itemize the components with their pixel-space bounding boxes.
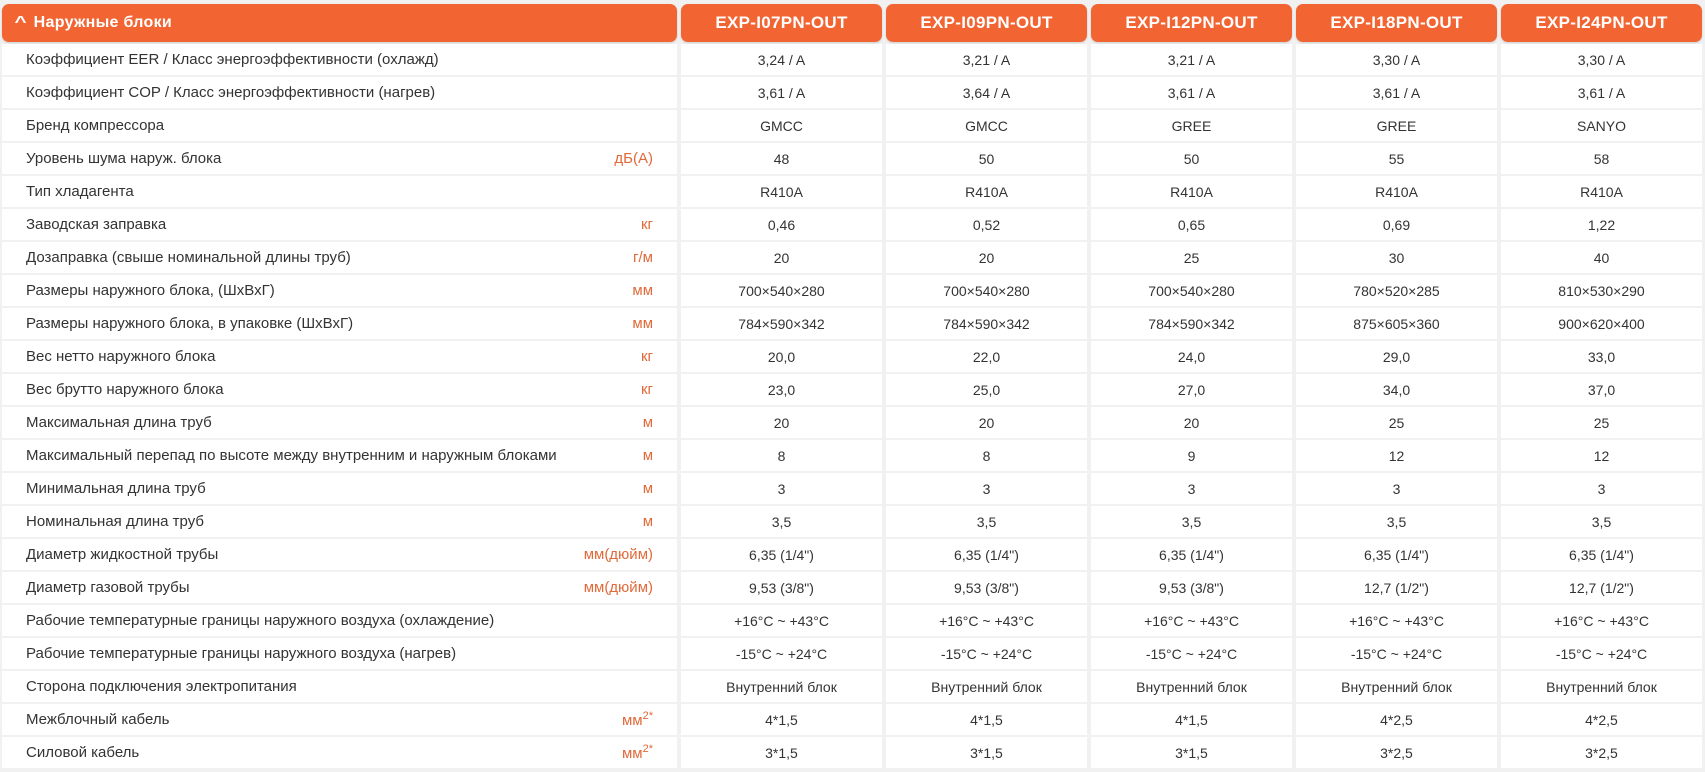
spec-value-cell: Внутренний блок: [1296, 671, 1497, 702]
spec-value-cell: 33,0: [1501, 341, 1702, 372]
spec-label: Коэффициент COP / Класс энергоэффективности (нагрев): [26, 84, 436, 101]
spec-value-cell: R410A: [1296, 176, 1497, 207]
spec-value-cell: 3,5: [1501, 506, 1702, 537]
spec-label-cell: [2, 605, 677, 636]
spec-value-cell: Внутренний блок: [1091, 671, 1292, 702]
spec-value-cell: R410A: [886, 176, 1087, 207]
spec-unit-text: м: [642, 513, 653, 530]
spec-value-cell: 900×620×400: [1501, 308, 1702, 339]
section-toggle-header[interactable]: [2, 4, 677, 42]
spec-label: Тип хладагента: [26, 183, 134, 200]
spec-value-cell: 4*2,5: [1501, 704, 1702, 735]
spec-label: Номинальная длина труб: [26, 513, 204, 530]
spec-label-cell: [2, 209, 677, 240]
spec-value-cell: 3*1,5: [886, 737, 1087, 768]
spec-label: Диаметр газовой трубы: [26, 579, 190, 596]
spec-label-cell: [2, 341, 677, 372]
spec-value-cell: 12,7 (1/2"): [1296, 572, 1497, 603]
spec-label: Максимальная длина труб: [26, 414, 212, 431]
spec-value-cell: GMCC: [886, 110, 1087, 141]
spec-label: Размеры наружного блока, (ШхВхГ): [26, 282, 275, 299]
spec-value-cell: 3,5: [886, 506, 1087, 537]
spec-unit-text: кг: [640, 381, 653, 398]
spec-unit-text: мм(дюйм): [583, 546, 653, 563]
spec-unit-text: м: [642, 414, 653, 431]
spec-value-cell: 3,21 / A: [1091, 44, 1292, 75]
spec-value-cell: 3: [1091, 473, 1292, 504]
spec-value-cell: 3*2,5: [1296, 737, 1497, 768]
spec-value-cell: 20: [886, 407, 1087, 438]
spec-label-cell: [2, 242, 677, 273]
spec-value-cell: 9: [1091, 440, 1292, 471]
spec-unit-text: мм: [621, 745, 643, 762]
spec-value-cell: 40: [1501, 242, 1702, 273]
spec-value-cell: 3,30 / A: [1501, 44, 1702, 75]
spec-value-cell: R410A: [681, 176, 882, 207]
spec-label-cell: [2, 275, 677, 306]
spec-label-cell: [2, 440, 677, 471]
spec-unit-text: г/м: [633, 249, 653, 266]
spec-value-cell: 3,30 / A: [1296, 44, 1497, 75]
spec-unit-superscript: 2*: [642, 710, 653, 722]
spec-label-cell: [2, 737, 677, 768]
model-header: EXP-I24PN-OUT: [1501, 4, 1702, 42]
spec-value-cell: 6,35 (1/4"): [1091, 539, 1292, 570]
spec-value-cell: 3*1,5: [1091, 737, 1292, 768]
spec-value-cell: 58: [1501, 143, 1702, 174]
spec-value-cell: 25: [1296, 407, 1497, 438]
spec-value-cell: Внутренний блок: [1501, 671, 1702, 702]
spec-value-cell: 3: [886, 473, 1087, 504]
spec-label: Рабочие температурные границы наружного воздуха (охлаждение): [26, 612, 495, 629]
spec-value-cell: GREE: [1296, 110, 1497, 141]
spec-value-cell: 700×540×280: [1091, 275, 1292, 306]
spec-value-cell: 3,64 / A: [886, 77, 1087, 108]
spec-unit: [614, 150, 653, 167]
spec-label-cell: [2, 638, 677, 669]
spec-value-cell: -15°C ~ +24°C: [681, 638, 882, 669]
spec-label-cell: [2, 506, 677, 537]
spec-unit-text: мм: [621, 712, 643, 729]
spec-label: Вес брутто наружного блока: [26, 381, 224, 398]
spec-value-cell: 3,61 / A: [1501, 77, 1702, 108]
spec-label: Вес нетто наружного блока: [26, 348, 216, 365]
spec-value-cell: 6,35 (1/4"): [886, 539, 1087, 570]
spec-label: Силовой кабель: [26, 744, 140, 761]
spec-unit: [633, 249, 653, 266]
spec-value-cell: 0,69: [1296, 209, 1497, 240]
spec-unit-text: м: [642, 447, 653, 464]
spec-value-cell: 50: [1091, 143, 1292, 174]
spec-unit-superscript: 2*: [642, 743, 653, 755]
section-title: Наружные блоки: [33, 14, 173, 31]
spec-value-cell: -15°C ~ +24°C: [886, 638, 1087, 669]
spec-value-cell: 3: [1501, 473, 1702, 504]
spec-value-cell: 20,0: [681, 341, 882, 372]
spec-label-cell: [2, 704, 677, 735]
spec-label-cell: [2, 572, 677, 603]
spec-value-cell: 25: [1501, 407, 1702, 438]
spec-label: Бренд компрессора: [26, 117, 165, 134]
spec-value-cell: SANYO: [1501, 110, 1702, 141]
spec-label-cell: [2, 407, 677, 438]
spec-value-cell: 25,0: [886, 374, 1087, 405]
spec-value-cell: 6,35 (1/4"): [681, 539, 882, 570]
spec-value-cell: 34,0: [1296, 374, 1497, 405]
spec-value-cell: 4*1,5: [886, 704, 1087, 735]
spec-unit: [632, 315, 653, 332]
spec-unit: [643, 513, 653, 530]
spec-unit-text: кг: [640, 216, 653, 233]
spec-unit: [643, 414, 653, 431]
spec-unit-text: кг: [640, 348, 653, 365]
spec-unit: [643, 447, 653, 464]
spec-label-cell: [2, 473, 677, 504]
spec-unit: [622, 743, 653, 762]
spec-value-cell: 4*2,5: [1296, 704, 1497, 735]
spec-value-cell: 784×590×342: [681, 308, 882, 339]
spec-value-cell: 24,0: [1091, 341, 1292, 372]
spec-value-cell: 20: [1091, 407, 1292, 438]
spec-value-cell: +16°C ~ +43°C: [886, 605, 1087, 636]
spec-value-cell: 4*1,5: [681, 704, 882, 735]
spec-value-cell: +16°C ~ +43°C: [1296, 605, 1497, 636]
spec-value-cell: 3,5: [1296, 506, 1497, 537]
spec-value-cell: 50: [886, 143, 1087, 174]
spec-value-cell: 1,22: [1501, 209, 1702, 240]
spec-value-cell: 3*1,5: [681, 737, 882, 768]
spec-unit: [641, 216, 653, 233]
spec-value-cell: 12: [1501, 440, 1702, 471]
spec-value-cell: GREE: [1091, 110, 1292, 141]
spec-unit: [632, 282, 653, 299]
spec-value-cell: 9,53 (3/8"): [1091, 572, 1292, 603]
spec-value-cell: 8: [886, 440, 1087, 471]
spec-value-cell: 3: [681, 473, 882, 504]
spec-label: Сторона подключения электропитания: [26, 678, 297, 695]
spec-value-cell: 3,61 / A: [1091, 77, 1292, 108]
spec-value-cell: 25: [1091, 242, 1292, 273]
spec-value-cell: 37,0: [1501, 374, 1702, 405]
spec-unit: [641, 381, 653, 398]
spec-value-cell: 23,0: [681, 374, 882, 405]
spec-value-cell: 4*1,5: [1091, 704, 1292, 735]
spec-value-cell: 22,0: [886, 341, 1087, 372]
spec-value-cell: 20: [681, 242, 882, 273]
spec-value-cell: 784×590×342: [886, 308, 1087, 339]
spec-label-cell: [2, 44, 677, 75]
spec-unit: [622, 710, 653, 729]
spec-label-cell: [2, 143, 677, 174]
spec-label-cell: [2, 374, 677, 405]
spec-value-cell: 3: [1296, 473, 1497, 504]
spec-value-cell: +16°C ~ +43°C: [1501, 605, 1702, 636]
spec-unit: [584, 546, 653, 563]
spec-label: Коэффициент EER / Класс энергоэффективности (охлажд): [26, 51, 439, 68]
spec-value-cell: +16°C ~ +43°C: [681, 605, 882, 636]
spec-label: Размеры наружного блока, в упаковке (ШхВхГ): [26, 315, 354, 332]
spec-label: Диаметр жидкостной трубы: [26, 546, 219, 563]
spec-value-cell: 30: [1296, 242, 1497, 273]
spec-value-cell: 810×530×290: [1501, 275, 1702, 306]
spec-value-cell: 9,53 (3/8"): [681, 572, 882, 603]
spec-label-cell: [2, 671, 677, 702]
spec-value-cell: 0,52: [886, 209, 1087, 240]
spec-value-cell: -15°C ~ +24°C: [1501, 638, 1702, 669]
spec-value-cell: 3,61 / A: [681, 77, 882, 108]
spec-value-cell: 48: [681, 143, 882, 174]
spec-unit-text: мм: [632, 315, 653, 332]
spec-unit-text: мм: [632, 282, 653, 299]
model-header: EXP-I12PN-OUT: [1091, 4, 1292, 42]
spec-label: Межблочный кабель: [26, 711, 170, 728]
spec-value-cell: 29,0: [1296, 341, 1497, 372]
spec-label-cell: [2, 77, 677, 108]
spec-value-cell: 780×520×285: [1296, 275, 1497, 306]
spec-value-cell: 3,5: [681, 506, 882, 537]
spec-value-cell: Внутренний блок: [886, 671, 1087, 702]
model-header: EXP-I09PN-OUT: [886, 4, 1087, 42]
spec-unit-text: дБ(А): [614, 150, 653, 167]
spec-unit-text: м: [642, 480, 653, 497]
spec-value-cell: 6,35 (1/4"): [1501, 539, 1702, 570]
spec-unit: [643, 480, 653, 497]
spec-label: Максимальный перепад по высоте между внутренним и наружным блоками: [26, 447, 557, 464]
specs-table: [2, 4, 1702, 768]
spec-label-cell: [2, 110, 677, 141]
spec-value-cell: 700×540×280: [886, 275, 1087, 306]
spec-value-cell: 0,46: [681, 209, 882, 240]
spec-value-cell: 12,7 (1/2"): [1501, 572, 1702, 603]
spec-value-cell: 3,5: [1091, 506, 1292, 537]
spec-label: Уровень шума наруж. блока: [26, 150, 222, 167]
spec-value-cell: Внутренний блок: [681, 671, 882, 702]
spec-label: Дозаправка (свыше номинальной длины труб): [26, 249, 351, 266]
spec-value-cell: -15°C ~ +24°C: [1091, 638, 1292, 669]
spec-value-cell: 6,35 (1/4"): [1296, 539, 1497, 570]
model-header: EXP-I07PN-OUT: [681, 4, 882, 42]
spec-value-cell: +16°C ~ +43°C: [1091, 605, 1292, 636]
spec-label-cell: [2, 539, 677, 570]
spec-value-cell: 700×540×280: [681, 275, 882, 306]
spec-value-cell: 55: [1296, 143, 1497, 174]
spec-label: Заводская заправка: [26, 216, 167, 233]
spec-value-cell: R410A: [1501, 176, 1702, 207]
model-header: EXP-I18PN-OUT: [1296, 4, 1497, 42]
spec-value-cell: R410A: [1091, 176, 1292, 207]
spec-label: Минимальная длина труб: [26, 480, 206, 497]
spec-unit: [584, 579, 653, 596]
spec-label-cell: [2, 176, 677, 207]
chevron-up-icon: ^: [14, 14, 28, 31]
spec-value-cell: 875×605×360: [1296, 308, 1497, 339]
spec-value-cell: 3*2,5: [1501, 737, 1702, 768]
spec-value-cell: 20: [886, 242, 1087, 273]
spec-value-cell: 9,53 (3/8"): [886, 572, 1087, 603]
spec-value-cell: 3,61 / A: [1296, 77, 1497, 108]
spec-value-cell: 8: [681, 440, 882, 471]
spec-value-cell: GMCC: [681, 110, 882, 141]
spec-unit: [641, 348, 653, 365]
spec-value-cell: 3,21 / A: [886, 44, 1087, 75]
spec-label-cell: [2, 308, 677, 339]
spec-value-cell: 20: [681, 407, 882, 438]
spec-unit-text: мм(дюйм): [583, 579, 653, 596]
spec-value-cell: -15°C ~ +24°C: [1296, 638, 1497, 669]
spec-label: Рабочие температурные границы наружного воздуха (нагрев): [26, 645, 457, 662]
spec-value-cell: 12: [1296, 440, 1497, 471]
spec-value-cell: 3,24 / A: [681, 44, 882, 75]
spec-value-cell: 27,0: [1091, 374, 1292, 405]
spec-value-cell: 784×590×342: [1091, 308, 1292, 339]
spec-value-cell: 0,65: [1091, 209, 1292, 240]
